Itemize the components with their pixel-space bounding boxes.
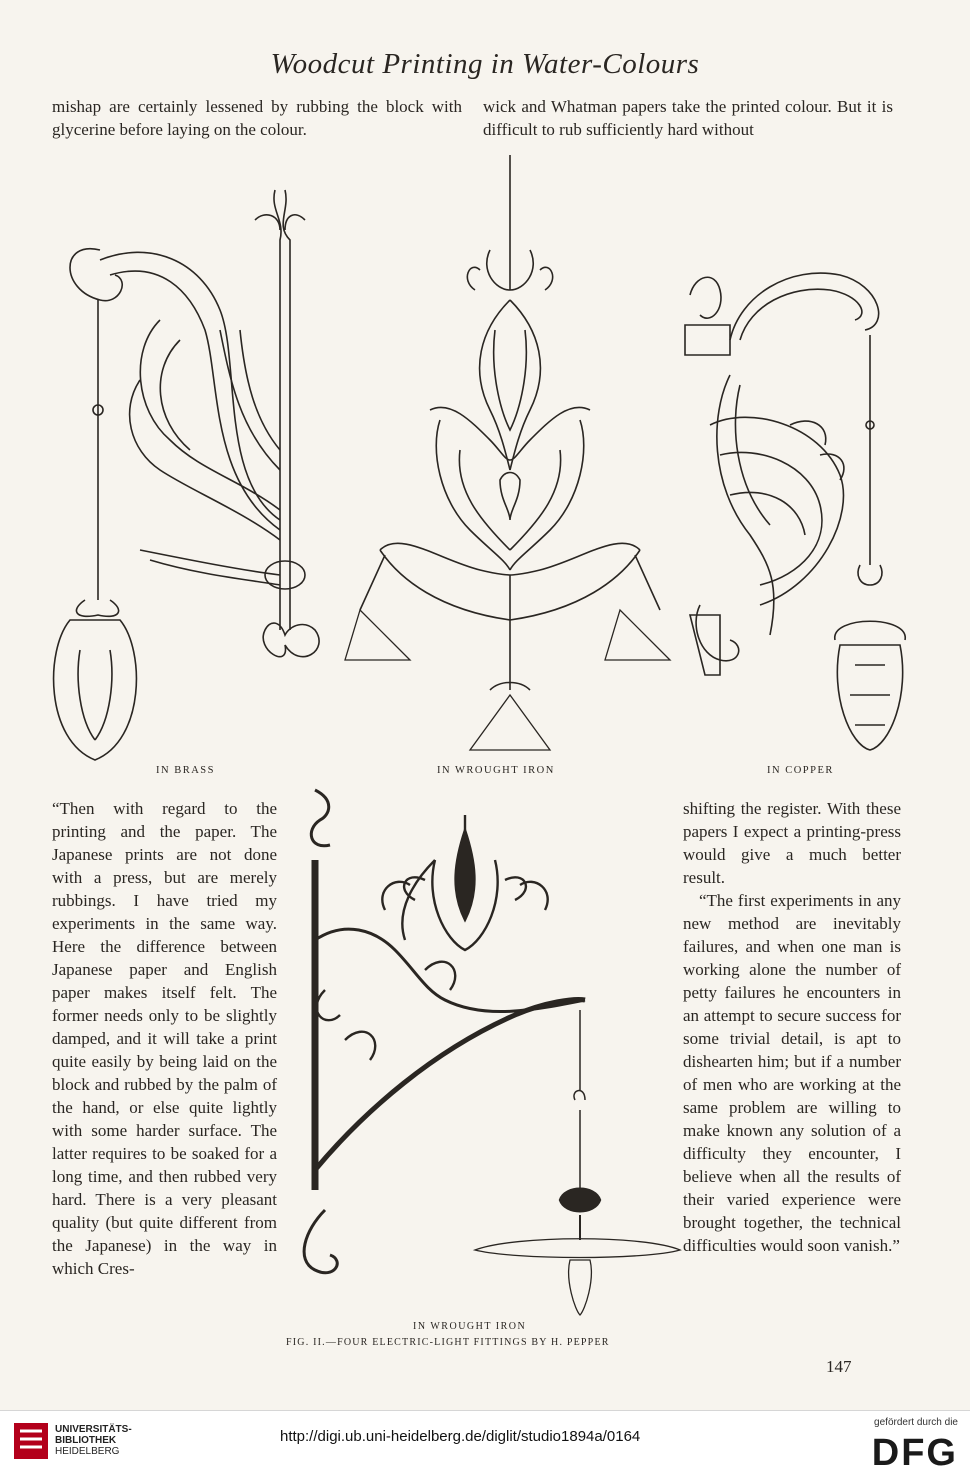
body-right-text-2: “The first experiments in any new method are inevitably failures, and when one man is working alone the number of petty failures he encounters in an attempt to secure success for some trivial detail, is apt to dishearten him; but if a number of men who are working at the same problem are willing to make known any solution of a difficulty they encounter, I believe when all the results of their varied experience were brought together, the technical difficulties would soon vanish.” bbox=[683, 891, 901, 1255]
source-url-link[interactable]: http://digi.ub.uni-heidelberg.de/diglit/studio1894a/0164 bbox=[280, 1428, 641, 1445]
top-left-column bbox=[52, 95, 462, 141]
dfg-logo: DFG bbox=[871, 1432, 958, 1474]
wrought-iron-chandelier-illustration bbox=[340, 150, 640, 760]
institution-line2: BIBLIOTHEK bbox=[55, 1435, 117, 1446]
body-left-column bbox=[52, 797, 277, 1280]
brass-fitting-illustration bbox=[40, 180, 340, 770]
caption-wrought-iron-top: IN WROUGHT IRON bbox=[437, 765, 555, 776]
top-right-column bbox=[483, 95, 893, 141]
copper-fitting-illustration bbox=[670, 255, 930, 765]
body-right-column bbox=[683, 797, 901, 1257]
body-right-text-1: shifting the register. With these papers I expect a printing-press would give a much better result. bbox=[683, 799, 901, 887]
top-right-text: wick and Whatman papers take the printed colour. But it is difficult to rub sufficiently hard without bbox=[483, 97, 893, 139]
footer-bar bbox=[0, 1410, 970, 1480]
caption-brass: IN BRASS bbox=[156, 765, 215, 776]
wrought-iron-bracket-illustration bbox=[285, 790, 680, 1325]
funded-by-label: gefördert durch die bbox=[874, 1417, 958, 1428]
institution-line1: UNIVERSITÄTS- bbox=[55, 1424, 132, 1435]
institution-line3: HEIDELBERG bbox=[55, 1446, 120, 1457]
caption-copper: IN COPPER bbox=[767, 765, 834, 776]
caption-wrought-iron-bottom: IN WROUGHT IRON bbox=[413, 1321, 527, 1332]
university-library-logo-icon bbox=[12, 1421, 50, 1461]
body-left-text: “Then with regard to the printing and the paper. The Japanese prints are not done with a press, but are merely rubbings. I have tried my experiments in the same way. Here the difference between Japanese paper and English paper makes itself felt. The former needs only to be slightly damped, and it will take a print quite easily by being laid on the block and rubbed by the palm of the hand, or else quite lightly with some harder surface. The latter requires to be soaked for a long time, and then rubbed very hard. There is a very pleasant quality (but quite different from the Japanese) in the way in which Cres- bbox=[52, 799, 277, 1278]
university-name bbox=[55, 1424, 132, 1457]
running-title: Woodcut Printing in Water-Colours bbox=[270, 48, 700, 80]
top-left-text: mishap are certainly lessened by rubbing the block with glycerine before laying on the colour. bbox=[52, 97, 462, 139]
figure-caption: FIG. II.—FOUR ELECTRIC-LIGHT FITTINGS BY H. PEPPER bbox=[286, 1337, 610, 1348]
page-number: 147 bbox=[826, 1357, 852, 1376]
